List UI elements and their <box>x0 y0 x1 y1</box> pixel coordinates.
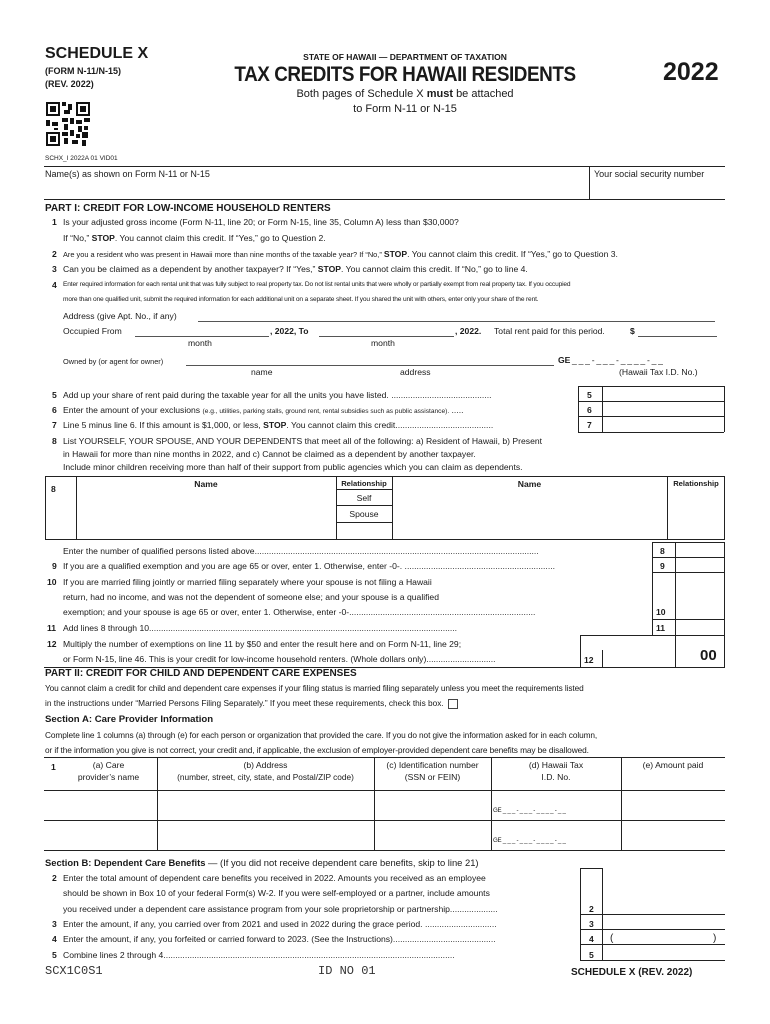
provider-table-row-rule <box>44 820 725 821</box>
relationship-self: Self <box>356 493 372 503</box>
agency-name: STATE OF HAWAII — DEPARTMENT OF TAXATION <box>303 52 507 62</box>
provider-table-top-rule <box>44 757 725 758</box>
line12-label-2: or Form N-15, line 46. This is your credit for low-income household renters. (Whole dollars only) <box>63 654 427 664</box>
relationship-spouse: Spouse <box>349 509 379 519</box>
line6-amount-field[interactable] <box>604 403 722 415</box>
table-header-name-2: Name <box>517 479 542 489</box>
line12-cents: 00 <box>700 647 717 664</box>
line10-box-number: 10 <box>656 607 666 617</box>
lines8-11-right-rule <box>724 542 725 635</box>
ssn-divider <box>589 166 590 199</box>
section-a-text-2: or if the information you give is not correct, your credit and, if applicable, the exclusion of employer-provided dependent care benefits may be disallowed. <box>45 745 589 755</box>
line8-text-1: List YOURSELF, YOUR SPOUSE, AND YOUR DEPENDENTS that meet all of the following: a) Resident of Hawaii, b) Present <box>63 436 543 446</box>
lines8-11-left-rule <box>652 542 653 635</box>
b2-number: 2 <box>52 873 57 883</box>
line12-number: 12 <box>47 639 57 649</box>
section-b-title-bold: Section B: Dependent Care Benefits <box>45 857 206 868</box>
total-rent-line[interactable] <box>638 336 717 337</box>
attachment-note-must: must <box>426 88 453 100</box>
lines5-7-right-rule <box>724 386 725 432</box>
line12-text-2: or Form N-15, line 46. This is your credit for low-income household renters. (Whole dollars only)............................. <box>63 654 496 664</box>
b2-text-3: you received under a dependent care assistance program from your sole proprietorship or partnership.................... <box>63 904 498 914</box>
col-c-header-1: (c) Identification number <box>386 760 479 770</box>
month-caption-1: month <box>188 338 212 348</box>
line6-examples: (e.g., utilities, parking stalls, ground rent, rental subsidies such as public assistance). <box>202 408 450 415</box>
dollar-sign: $ <box>630 326 635 336</box>
b5-label: Combine lines 2 through 4 <box>63 950 164 960</box>
b5-box-number: 5 <box>589 950 594 960</box>
b4-paren-close: ) <box>713 933 717 944</box>
line6-text: Enter the amount of your exclusions (e.g., utilities, parking stalls, ground rent, rental subsidies such as public assistance). ..... <box>63 405 464 415</box>
line7-text: Line 5 minus line 6. If this amount is $1,000, or less, STOP. You cannot claim this credit......................................... <box>63 420 494 430</box>
q1-text: Is your adjusted gross income (Form N-11, line 20; or Form N-15, line 35, Column A) less than $30,000? <box>63 217 459 227</box>
owned-by-label: Owned by (or agent for owner) <box>63 357 164 366</box>
b2-text-1: Enter the total amount of dependent care benefits you received in 2022. Amounts you received as an employee <box>63 873 486 883</box>
b4-box-number: 4 <box>589 934 594 944</box>
q1-note-post: . You cannot claim this credit. If “Yes,” go to Question 2. <box>114 233 326 243</box>
line10-number: 10 <box>47 577 57 587</box>
b4-label: Enter the amount, if any, you forfeited or carried forward to 2023. (See the Instructions). <box>63 934 396 944</box>
ssn-field[interactable] <box>592 182 722 198</box>
b5-amount-field[interactable] <box>604 946 724 959</box>
line7-label: Line 5 minus line 6. If this amount is $1,000, or less, <box>63 420 264 430</box>
line12-text-1: Multiply the number of exemptions on line 11 by $50 and enter the result here and on Form N-11, line 29; <box>63 639 462 649</box>
section-b-rule-a <box>580 868 602 869</box>
q4-text-line2: more than one qualified unit, submit the required information for each additional unit on a separate sheet. If you shared the unit with others, enter only your share of the rent. <box>63 296 539 303</box>
line7-number: 7 <box>52 420 57 430</box>
line8-box-number: 8 <box>660 546 665 556</box>
names-label: Name(s) as shown on Form N-11 or N-15 <box>45 169 210 179</box>
section-b-rule-b <box>580 914 725 915</box>
schedule-title: SCHEDULE X <box>45 45 149 62</box>
footer-id-number: ID NO 01 <box>318 964 376 978</box>
form-reference: (FORM N-11/N-15) <box>45 66 122 76</box>
b3-label: Enter the amount, if any, you carried over from 2021 and used in 2022 during the grace period. <box>63 919 423 929</box>
total-rent-label: Total rent paid for this period. <box>494 326 605 336</box>
table-header-name: Name <box>194 479 218 489</box>
attachment-note-part2: be attached <box>456 88 514 100</box>
q3-stop: STOP <box>317 264 342 274</box>
col-d-header-2: I.D. No. <box>541 772 571 782</box>
form-title: TAX CREDITS FOR HAWAII RESIDENTS <box>234 63 576 86</box>
provider-table-divider-b <box>374 757 375 850</box>
line9-number: 9 <box>52 561 57 571</box>
footer-schedule-label: SCHEDULE X (REV. 2022) <box>571 967 693 978</box>
col-b-header-1: (b) Address <box>243 760 288 770</box>
q2-number: 2 <box>52 249 57 259</box>
q3-text <box>63 264 528 274</box>
b2-box-number: 2 <box>589 904 594 914</box>
provider-table-header-rule <box>44 790 725 791</box>
line9-text: If you are a qualified exemption and you are age 65 or over, enter 1. Otherwise, enter -0-. ............................................................... <box>63 561 555 571</box>
provider-table-divider-d <box>621 757 622 850</box>
name-row-top-rule <box>44 166 725 167</box>
dependents-table-header-rule <box>336 489 392 490</box>
b3-amount-field[interactable] <box>604 916 724 928</box>
line9-box-number: 9 <box>660 561 665 571</box>
col-d-header-1: (d) Hawaii Tax <box>528 760 584 770</box>
provider-row1-name-field[interactable] <box>46 792 156 819</box>
b4-amount-field[interactable] <box>618 931 710 943</box>
b3-number: 3 <box>52 919 57 929</box>
line9-label: If you are a qualified exemption and you are age 65 or over, enter 1. Otherwise, enter -0-. <box>63 561 403 571</box>
name-row-bottom-rule <box>44 199 725 200</box>
line8-number: 8 <box>52 436 57 446</box>
line12-amount-field[interactable] <box>604 638 674 666</box>
occupied-to-line[interactable] <box>319 336 454 337</box>
occupied-to-label: , 2022, To <box>270 326 309 336</box>
b5-number: 5 <box>52 950 57 960</box>
owner-name-caption: name <box>251 367 273 377</box>
occupied-year-label: , 2022. <box>455 326 482 336</box>
line11-text: Add lines 8 through 10................................................................................................................................. <box>63 623 458 633</box>
line8-text-2: in Hawaii for more than nine months in 2022, and c) Cannot be claimed as a dependent by another taxpayer. <box>63 449 476 459</box>
attachment-note-part1: Both pages of Schedule X <box>296 88 424 100</box>
q2-stop: STOP <box>383 249 408 259</box>
lines8-11-mid-rule <box>675 542 676 635</box>
line8-enter-text: Enter the number of qualified persons listed above....................................................................................................................... <box>63 546 539 556</box>
line8-enter-label: Enter the number of qualified persons listed above <box>63 546 255 556</box>
lines5-7-mid-rule <box>602 386 603 432</box>
q2-text-post: . You cannot claim this credit. If “Yes,” go to Question 3. <box>407 249 618 259</box>
provider-table-bottom-rule <box>44 850 725 851</box>
q4-number: 4 <box>52 280 57 290</box>
lines5-7-bottom-rule <box>578 432 724 433</box>
line11-number: 11 <box>47 623 57 633</box>
part2-intro-1: You cannot claim a credit for child and dependent care expenses if your filing status is married filing separately unless you meet the requirements listed <box>45 683 584 693</box>
q3-number: 3 <box>52 264 57 274</box>
lines5-7-top-rule <box>578 386 724 387</box>
b3-box-number: 3 <box>589 919 594 929</box>
line10-label-3: exemption; and your spouse is age 65 or over, enter 1. Otherwise, enter -0-. <box>63 607 352 617</box>
lines8-11-rule-c <box>652 619 724 620</box>
provider-row1-amount-field[interactable] <box>623 792 723 819</box>
section-b-rule-e <box>580 960 725 961</box>
b5-text: Combine lines 2 through 4.......................................................................................................................... <box>63 950 455 960</box>
section-b-title <box>45 857 479 868</box>
q1-answer-note <box>63 233 326 243</box>
line7-stop: STOP <box>263 420 287 430</box>
col-c-header-2: (SSN or FEIN) <box>404 772 461 782</box>
dependents-table-spouse-rule <box>336 522 392 523</box>
section-a-text-1: Complete line 1 columns (a) through (e) for each person or organization that provided the care. If you do not give the information asked for in each column, <box>45 730 598 740</box>
b2-label-3: you received under a dependent care assistance program from your sole proprietorship or partnership. <box>63 904 453 914</box>
lines5-7-rule-a <box>578 401 724 402</box>
occupied-from-label: Occupied From <box>63 326 122 336</box>
q3-text-pre: Can you be claimed as a dependent by another taxpayer? If “Yes,” <box>63 264 318 274</box>
b3-text: Enter the amount, if any, you carried over from 2021 and used in 2022 during the grace period. .............................. <box>63 919 497 929</box>
line10-text-1: If you are married filing jointly or married filing separately where your spouse is not filing a Hawaii <box>63 577 432 587</box>
part2-intro-2 <box>45 698 458 709</box>
section-b-rule-c <box>580 929 725 930</box>
occupied-from-line[interactable] <box>135 336 269 337</box>
line12-box-divider <box>602 650 603 667</box>
address-label: Address (give Apt. No., if any) <box>63 311 177 321</box>
section-a-title: Section A: Care Provider Information <box>45 714 214 725</box>
ge-prefix: GE <box>558 355 571 365</box>
part2-intro-2-text: in the instructions under “Married Persons Filing Separately.” If you meet these requirements, check this box. <box>45 698 444 708</box>
line6-label: Enter the amount of your exclusions <box>63 405 201 415</box>
attachment-note-line2: to Form N-11 or N-15 <box>353 103 457 115</box>
q2-text-pre: Are you a resident who was present in Hawaii more than nine months of the taxable year? If “No,” <box>63 250 384 259</box>
line5-label: Add up your share of rent paid during the taxable year for all the units you have listed. <box>63 390 389 400</box>
line5-box-number: 5 <box>587 390 592 400</box>
line10-text-2: return, had no income, and was not the dependent of someone else; and your spouse is a qualified <box>63 592 439 602</box>
lines5-7-rule-b <box>578 416 724 417</box>
mfs-checkbox[interactable] <box>448 699 458 709</box>
line10-text-3: exemption; and your spouse is age 65 or over, enter 1. Otherwise, enter -0-.............................................................................. <box>63 607 536 617</box>
line5-amount-field[interactable] <box>604 388 722 400</box>
footer-form-code: SCX1C0S1 <box>45 964 103 978</box>
b2-amount-field[interactable] <box>604 900 724 913</box>
line5-number: 5 <box>52 390 57 400</box>
qr-code-icon <box>46 102 90 146</box>
q3-text-post: . You cannot claim this credit. If “No,” go to line 4. <box>341 264 528 274</box>
line5-text: Add up your share of rent paid during the taxable year for all the units you have listed. .......................................... <box>63 390 492 400</box>
provider-row2-ge: GE _ _ _ - _ _ _ - _ _ _ _ - _ _ <box>493 837 566 844</box>
line8-text-3: Include minor children receiving more than half of their support from public agencies which you can claim as dependents. <box>63 462 523 472</box>
table-header-relationship-2: Relationship <box>673 479 719 488</box>
q1-note-pre: If “No,” <box>63 233 92 243</box>
month-caption-2: month <box>371 338 395 348</box>
tax-year: 2022 <box>663 58 719 86</box>
provider-table-divider-a <box>157 757 158 850</box>
line7-post: . You cannot claim this credit. <box>286 420 398 430</box>
col-a-header-2: provider’s name <box>77 772 140 782</box>
line11-box-number: 11 <box>656 623 666 633</box>
table-header-relationship: Relationship <box>341 479 387 488</box>
provider-row1-ge: GE _ _ _ - _ _ _ - _ _ _ _ - _ _ <box>493 807 566 814</box>
col-a-header-1: (a) Care <box>92 760 125 770</box>
line12-box-number: 12 <box>584 655 594 665</box>
dependents-table-self-rule <box>336 505 392 506</box>
line6-number: 6 <box>52 405 57 415</box>
part2-title: PART II: CREDIT FOR CHILD AND DEPENDENT CARE EXPENSES <box>45 668 357 679</box>
table-line8-number: 8 <box>51 484 56 494</box>
ssn-label: Your social security number <box>594 169 705 179</box>
line7-amount-field[interactable] <box>604 418 722 430</box>
q2-text <box>63 249 618 259</box>
b4-number: 4 <box>52 934 57 944</box>
b4-text: Enter the amount, if any, you forfeited or carried forward to 2023. (See the Instructions)........................................... <box>63 934 496 944</box>
owner-address-caption: address <box>400 367 431 377</box>
q4-text-line1: Enter required information for each rental unit that was fully subject to real property tax. Do not list rental units that were wholly or partially exempt from real property tax. If you occupied <box>63 281 571 288</box>
q1-number: 1 <box>52 217 57 227</box>
attachment-note <box>230 88 580 100</box>
lines8-11-top-rule <box>652 542 724 543</box>
section-b-title-note: — (If you did not receive dependent care benefits, skip to line 21) <box>205 857 479 868</box>
ge-pattern: _ _ _ - _ _ _ - _ _ _ _ - _ _ <box>572 355 663 365</box>
section-b-rule-d <box>580 944 725 945</box>
names-field[interactable] <box>45 182 585 198</box>
line12-cents-divider <box>675 635 676 667</box>
line6-box-number: 6 <box>587 405 592 415</box>
address-line[interactable] <box>198 321 715 322</box>
line7-box-number: 7 <box>587 420 592 430</box>
lines8-11-rule-b <box>652 572 724 573</box>
col-b-header-2: (number, street, city, state, and Postal/ZIP code) <box>177 772 354 782</box>
provider-table-divider-c <box>491 757 492 850</box>
col-e-header: (e) Amount paid <box>642 760 704 770</box>
tax-id-caption: (Hawaii Tax I.D. No.) <box>619 367 698 377</box>
b2-text-2: should be shown in Box 10 of your federal Form(s) W-2. If you were self-employed or a partner, include amounts <box>63 888 490 898</box>
form-id-code: SCHX_I 2022A 01 VID01 <box>45 155 118 162</box>
q1-stop: STOP <box>91 233 115 243</box>
lines8-11-rule-a <box>652 557 724 558</box>
part1-title: PART I: CREDIT FOR LOW-INCOME HOUSEHOLD RENTERS <box>45 203 331 214</box>
revision-label: (REV. 2022) <box>45 79 94 89</box>
lines5-7-left-rule <box>578 386 579 432</box>
owned-by-line[interactable] <box>186 365 554 366</box>
b4-paren-open: ( <box>610 933 614 944</box>
provider-line1-number: 1 <box>51 762 56 772</box>
line11-label: Add lines 8 through 10 <box>63 623 150 633</box>
